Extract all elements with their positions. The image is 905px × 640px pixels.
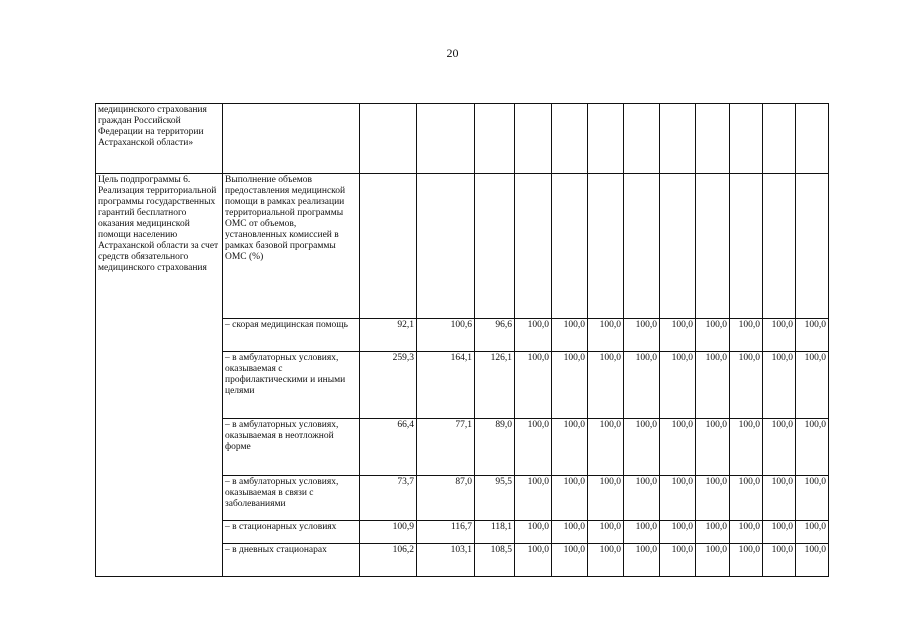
value-cell: 126,1 xyxy=(475,352,515,419)
value-cell: 100,0 xyxy=(763,544,796,577)
value-cell: 73,7 xyxy=(360,476,417,521)
value-cell: 77,1 xyxy=(417,419,475,476)
value-cell: 100,0 xyxy=(660,521,696,544)
value-cell: 100,0 xyxy=(552,544,588,577)
row-label: – в амбулаторных условиях, оказываемая с профилактическими и иными целями xyxy=(223,352,360,419)
value-cell: 89,0 xyxy=(475,419,515,476)
value-cell: 100,0 xyxy=(588,319,624,352)
value-cell: 95,5 xyxy=(475,476,515,521)
page-number: 20 xyxy=(446,46,459,60)
value-cell: 96,6 xyxy=(475,319,515,352)
value-cell: 100,0 xyxy=(696,476,730,521)
value-cell: 100,0 xyxy=(763,319,796,352)
value-cell: 100,0 xyxy=(796,419,829,476)
value-cell: 100,0 xyxy=(763,521,796,544)
value-cell: 100,0 xyxy=(515,521,552,544)
value-cell: 100,0 xyxy=(730,319,763,352)
value-cell: 100,0 xyxy=(730,544,763,577)
value-cell: 66,4 xyxy=(360,419,417,476)
value-cell: 100,0 xyxy=(730,352,763,419)
goal-row xyxy=(96,174,829,319)
value-cell: 100,0 xyxy=(552,319,588,352)
value-cell: 100,0 xyxy=(588,521,624,544)
value-cell: 100,0 xyxy=(696,521,730,544)
value-cell: 100,0 xyxy=(660,352,696,419)
value-cell: 100,0 xyxy=(588,352,624,419)
row-label: – в амбулаторных условиях, оказываемая в связи с заболеваниями xyxy=(223,476,360,521)
value-cell: 92,1 xyxy=(360,319,417,352)
continuation-row xyxy=(96,104,829,174)
value-cell: 100,0 xyxy=(515,544,552,577)
value-cell: 103,1 xyxy=(417,544,475,577)
value-cell: 106,2 xyxy=(360,544,417,577)
value-cell: 100,0 xyxy=(552,419,588,476)
value-cell: 100,0 xyxy=(624,419,660,476)
row-label: – в стационарных условиях xyxy=(223,521,360,544)
value-cell: 100,0 xyxy=(730,419,763,476)
value-cell: 100,0 xyxy=(660,476,696,521)
goal-cell: Цель подпрограммы 6. Реализация территориальной программы государственных гарантий бесплатного оказания медицинской помощи населению Астраханской области за счет средств обязательного медицинского страхования xyxy=(96,174,223,577)
value-cell: 100,0 xyxy=(660,544,696,577)
value-cell: 100,6 xyxy=(417,319,475,352)
value-cell: 100,0 xyxy=(624,521,660,544)
value-cell: 100,0 xyxy=(660,319,696,352)
value-cell: 100,0 xyxy=(730,476,763,521)
value-cell: 100,0 xyxy=(588,544,624,577)
value-cell: 116,7 xyxy=(417,521,475,544)
indicator-cell: Выполнение объемов предоставления медицинской помощи в рамках реализации территориальной программы ОМС от объемов, установленных комиссией в рамках базовой программы ОМС (%) xyxy=(223,174,360,319)
value-cell: 100,0 xyxy=(624,544,660,577)
indicators-table xyxy=(95,103,829,577)
value-cell: 100,0 xyxy=(730,521,763,544)
value-cell: 100,0 xyxy=(696,419,730,476)
value-cell: 259,3 xyxy=(360,352,417,419)
value-cell: 100,0 xyxy=(552,352,588,419)
value-cell: 100,0 xyxy=(660,419,696,476)
value-cell: 100,0 xyxy=(696,544,730,577)
row-label: – в амбулаторных условиях, оказываемая в неотложной форме xyxy=(223,419,360,476)
value-cell: 100,0 xyxy=(588,419,624,476)
value-cell: 100,0 xyxy=(552,521,588,544)
value-cell: 100,0 xyxy=(763,419,796,476)
value-cell: 164,1 xyxy=(417,352,475,419)
value-cell: 100,0 xyxy=(515,352,552,419)
value-cell: 100,0 xyxy=(763,476,796,521)
value-cell: 100,0 xyxy=(588,476,624,521)
value-cell: 118,1 xyxy=(475,521,515,544)
value-cell: 100,0 xyxy=(763,352,796,419)
value-cell: 100,0 xyxy=(796,476,829,521)
value-cell: 100,0 xyxy=(796,319,829,352)
value-cell: 87,0 xyxy=(417,476,475,521)
value-cell: 100,0 xyxy=(796,352,829,419)
value-cell: 108,5 xyxy=(475,544,515,577)
value-cell: 100,9 xyxy=(360,521,417,544)
value-cell: 100,0 xyxy=(515,476,552,521)
value-cell: 100,0 xyxy=(796,521,829,544)
value-cell: 100,0 xyxy=(696,319,730,352)
value-cell: 100,0 xyxy=(515,319,552,352)
value-cell: 100,0 xyxy=(515,419,552,476)
row-label: – в дневных стационарах xyxy=(223,544,360,577)
row-label: – скорая медицинская помощь xyxy=(223,319,360,352)
value-cell: 100,0 xyxy=(624,352,660,419)
value-cell: 100,0 xyxy=(796,544,829,577)
continuation-text: медицинского страхования граждан Российской Федерации на территории Астраханской области» xyxy=(96,104,223,174)
value-cell: 100,0 xyxy=(624,476,660,521)
value-cell: 100,0 xyxy=(696,352,730,419)
value-cell: 100,0 xyxy=(552,476,588,521)
value-cell: 100,0 xyxy=(624,319,660,352)
